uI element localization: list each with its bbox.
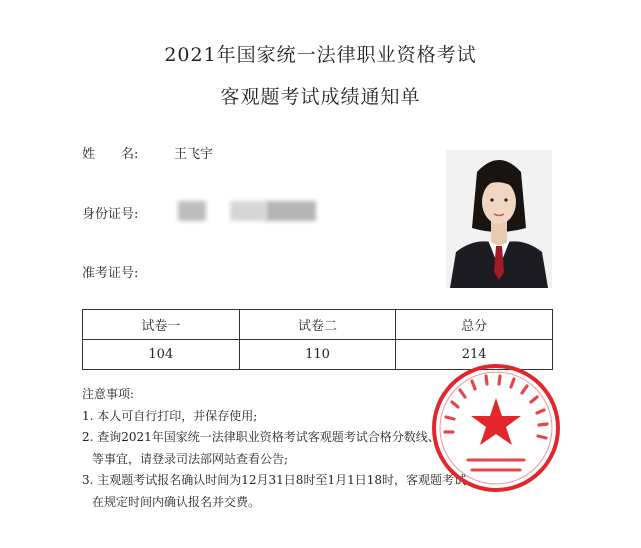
portrait-image	[446, 150, 552, 288]
score-paper-1: 104	[83, 340, 240, 370]
id-redacted-block-1	[178, 201, 206, 221]
id-redacted-block-3	[266, 201, 316, 221]
score-table	[82, 309, 553, 370]
name-value: 王飞宇	[174, 147, 214, 162]
note-item: 等事宜，请登录司法部网站查看公告;	[92, 451, 289, 466]
seal-graphic	[430, 362, 562, 494]
header-paper-1: 试卷一	[83, 310, 240, 340]
title-line-1: 2021年国家统一法律职业资格考试	[164, 44, 477, 66]
header-total: 总分	[396, 310, 553, 340]
id-redacted-block-2	[230, 201, 266, 221]
id-label: 身份证号:	[82, 207, 139, 222]
score-header-row	[83, 310, 553, 340]
score-paper-2: 110	[239, 340, 396, 370]
score-total: 214	[396, 340, 553, 370]
name-label: 姓 名:	[82, 147, 139, 162]
header-paper-2: 试卷二	[239, 310, 396, 340]
note-item: 2. 查询2021年国家统一法律职业资格考试客观题考试合格分数线、	[82, 430, 440, 444]
note-item: 3. 主观题考试报名确认时间为12月31日8时至1月1日18时，客观题考试	[82, 473, 466, 487]
notes-heading: 注意事项:	[82, 387, 135, 401]
note-item: 1. 本人可自行打印，并保存使用;	[82, 408, 258, 423]
note-item: 在规定时间内确认报名并交费。	[92, 494, 261, 509]
ticket-label: 准考证号:	[82, 266, 139, 281]
candidate-photo	[446, 150, 552, 288]
title-line-2: 客观题考试成绩通知单	[220, 86, 421, 108]
notes-section	[82, 384, 466, 513]
official-seal	[430, 362, 562, 494]
